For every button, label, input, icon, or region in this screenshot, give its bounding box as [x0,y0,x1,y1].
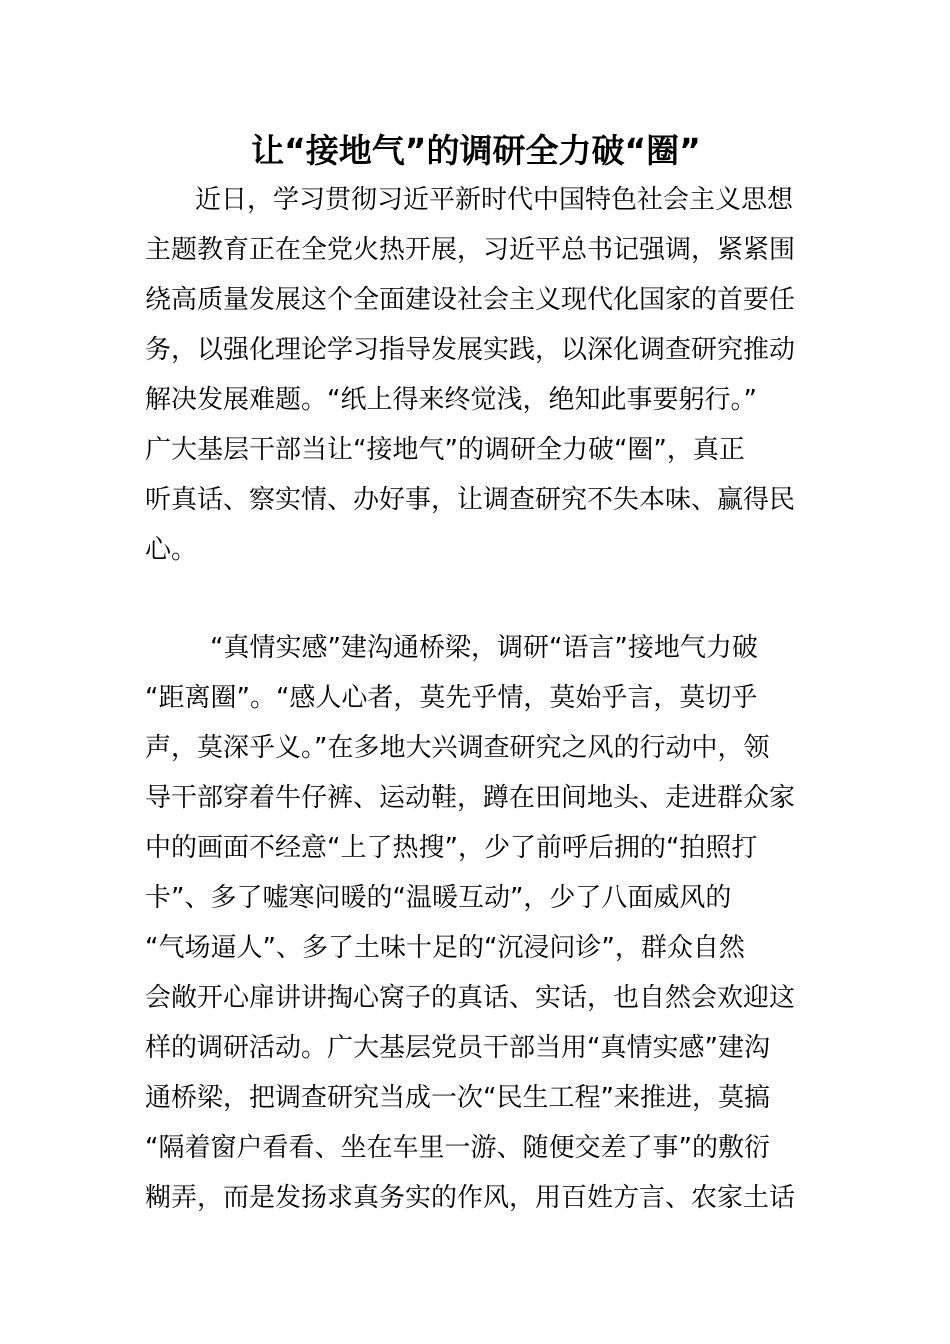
paragraph-2-line-9: 样的调研活动。广大基层党员干部当用“真情实感”建沟 [145,1033,770,1063]
paragraph-2-line-3: 声，莫深乎义。”在多地大兴调查研究之风的行动中，领 [145,733,770,763]
paragraph-1-line-8: 心。 [145,535,198,565]
paragraph-2-line-12: 糊弄，而是发扬求真务实的作风，用百姓方言、农家土话 [145,1183,796,1213]
paragraph-1-line-1: 近日，学习贯彻习近平新时代中国特色社会主义思想 [195,185,794,215]
paragraph-1-line-7: 听真话、察实情、办好事，让调查研究不失本味、赢得民 [145,485,796,515]
paragraph-2-line-11: “隔着窗户看看、坐在车里一游、随便交差了事”的敷衍 [145,1133,770,1163]
paragraph-2-line-5: 中的画面不经意“上了热搜”，少了前呼后拥的“拍照打 [145,833,758,863]
paragraph-1-line-3: 绕高质量发展这个全面建设社会主义现代化国家的首要任 [145,285,796,315]
paragraph-1-line-4: 务，以强化理论学习指导发展实践，以深化调查研究推动 [145,335,796,365]
paragraph-2-line-6: 卡”、多了嘘寒问暖的“温暖互动”，少了八面威风的 [145,883,732,913]
paragraph-2-line-10: 通桥梁，把调查研究当成一次“民生工程”来推进，莫搞 [145,1083,770,1113]
paragraph-2-line-4: 导干部穿着牛仔裤、运动鞋，蹲在田间地头、走进群众家 [145,783,796,813]
paragraph-2-line-7: “气场逼人”、多了土味十足的“沉浸问诊”，群众自然 [145,933,745,963]
paragraph-2-line-1: “真情实感”建沟通桥梁，调研“语言”接地气力破 [210,633,758,663]
paragraph-2-line-2: “距离圈”。“感人心者，莫先乎情，莫始乎言，莫切乎 [145,683,758,713]
paragraph-1-line-6: 广大基层干部当让“接地气”的调研全力破“圈”，真正 [145,435,745,465]
paragraph-1-line-5: 解决发展难题。“纸上得来终觉浅，绝知此事要躬行。” [145,385,757,415]
paragraph-1-line-2: 主题教育正在全党火热开展，习近平总书记强调，紧紧围 [145,235,796,265]
paragraph-2-line-8: 会敞开心扉讲讲掏心窝子的真话、实话，也自然会欢迎这 [145,983,796,1013]
document-title: 让“接地气”的调研全力破“圈” [251,131,701,170]
